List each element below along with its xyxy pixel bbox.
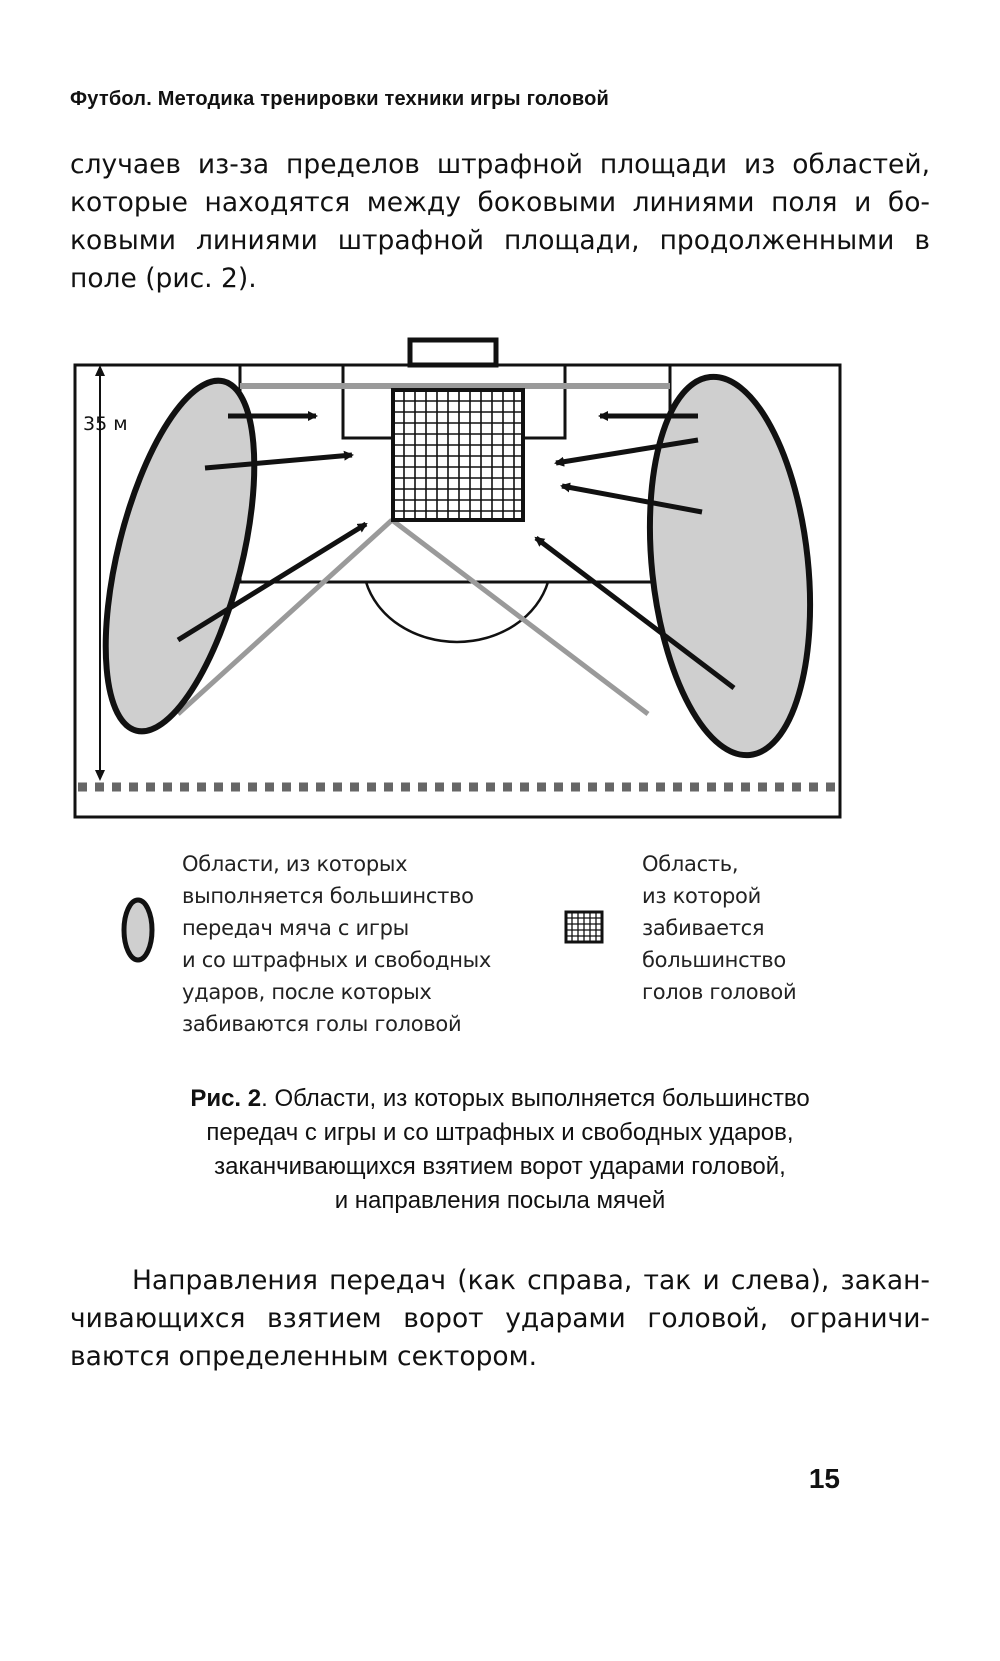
page-number: 15 [808, 1463, 840, 1494]
legend-line: и со штрафных и свободных [182, 948, 492, 972]
paragraph-conclusion [70, 1262, 930, 1376]
penalty-arc [366, 582, 548, 642]
legend-line: передач мяча с игры [182, 916, 409, 940]
caption-text: передач с игры и со штрафных и свободных ударов, [206, 1119, 794, 1146]
legend-line: забивается [642, 916, 765, 940]
legend-line: ударов, после которых [182, 980, 432, 1004]
legend-right [642, 848, 796, 1008]
scoring-zone-grid [393, 390, 523, 520]
legend-line: выполняется большинство [182, 884, 474, 908]
legend-line: Область, [642, 852, 739, 876]
field-diagram [70, 330, 870, 830]
paragraph-line: чивающихся взятием ворот ударами головой, ограничи- [70, 1303, 930, 1334]
paragraph-line: ваются определенным сектором. [70, 1341, 538, 1372]
paragraph-line: поле (рис. 2). [70, 263, 257, 294]
legend-line: из которой [642, 884, 761, 908]
legend-line: большинство [642, 948, 786, 972]
oval-zone-icon [118, 895, 158, 965]
caption-label: Рис. 2 [190, 1085, 262, 1112]
right-pass-zone [633, 369, 828, 763]
caption-text: . Области, из которых выполняется большинство [261, 1085, 810, 1112]
paragraph-line: ковыми линиями штрафной площади, продолженными в [70, 225, 930, 256]
caption-text: заканчивающихся взятием ворот ударами головой, [214, 1153, 786, 1180]
grid-zone-icon [564, 910, 604, 944]
distance-label: 35 м [83, 413, 128, 435]
paragraph-line: Направления передач (как справа, так и слева), закан- [132, 1265, 930, 1296]
legend-line: голов головой [642, 980, 797, 1004]
paragraph-line: случаев из-за пределов штрафной площади из областей, [70, 149, 930, 180]
sector-line-right [392, 520, 648, 714]
legend-line: Области, из которых [182, 852, 408, 876]
legend-line: забиваются голы головой [182, 1012, 462, 1036]
figure-caption [70, 1082, 930, 1218]
paragraph-intro [70, 146, 930, 298]
running-head: Футбол. Методика тренировки техники игры головой [70, 88, 609, 110]
caption-text: и направления посыла мячей [334, 1187, 666, 1214]
paragraph-line: которые находятся между боковыми линиями поля и бо- [70, 187, 930, 218]
goal [410, 340, 496, 365]
legend-left [182, 848, 491, 1040]
figure-football-field [70, 330, 870, 830]
